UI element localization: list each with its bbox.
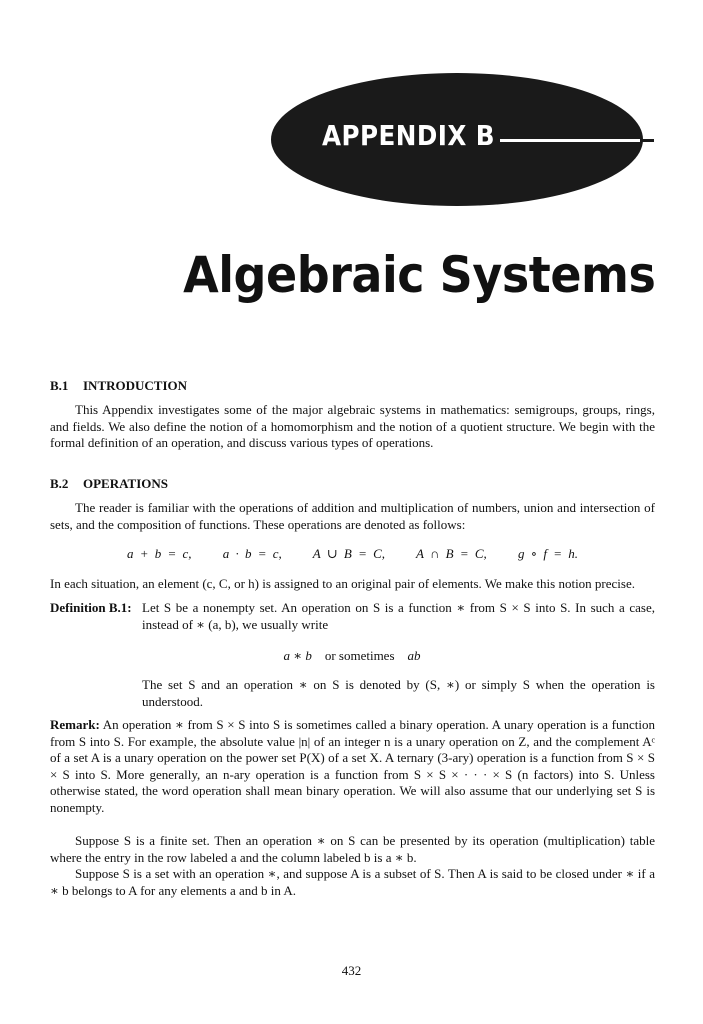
definition-body-2: The set S and an operation ∗ on S is denoted by (S, ∗) or simply S when the operation is understood. — [142, 677, 655, 709]
remark-text: An operation ∗ from S × S into S is sometimes called a binary operation. A unary operation is a function from S into S. For example, the absolute value |n| of an integer n is a unary operation on Z, and the complement Aᶜ of a set A is a unary operation on the power set P(X) of a set X. A ternary (3-ary) operation is a function from S × S × S into S. More generally, an n-ary operation is a function from S × S × · · · × S (n factors) into S. Unless otherwise stated, the word operation shall mean binary operation. We will also assume that our underlying set S is nonempty. — [50, 717, 655, 815]
equation-main: a ∗ b — [283, 648, 312, 663]
definition-body-1: Let S be a nonempty set. An operation on S is a function ∗ from S × S into S. In such a case, instead of ∗ (a, b), we usually write — [142, 600, 655, 632]
badge-rule — [500, 139, 653, 142]
section-heading-operations — [50, 476, 655, 493]
equation-alt: ab — [407, 648, 421, 663]
intro-paragraph: This Appendix investigates some of the major algebraic systems in mathematics: semigroups, groups, rings, and fields. We also define the notion of a homomorphism and the notion of a quotient structure. We begin with the formal definition of an operation, and discuss various types of operations. — [50, 402, 655, 451]
operations-summary: In each situation, an element (c, C, or h) is assigned to an original pair of elements. We make this notion precise. — [50, 576, 635, 591]
equation-connector: or sometimes — [324, 648, 395, 663]
section-title: OPERATIONS — [83, 476, 168, 491]
operations-equations: a + b = c, a · b = c, A ∪ B = C, A ∩ B = C, g ∘ f = h. — [126, 546, 579, 561]
finite-set-paragraph: Suppose S is a finite set. Then an operation ∗ on S can be presented by its operation (multiplication) table where the entry in the row labeled a and the column labeled b is a ∗ b. — [50, 833, 655, 865]
remark-label: Remark: — [50, 717, 100, 732]
appendix-label: APPENDIX B — [322, 119, 496, 152]
remark-paragraph — [50, 717, 655, 817]
section-number: B.2 — [50, 476, 69, 491]
operations-paragraph: The reader is familiar with the operations of addition and multiplication of numbers, union and intersection of sets, and the composition of functions. These operations are denoted as follows: — [50, 500, 655, 532]
section-heading-intro — [50, 378, 655, 395]
definition-label: Definition B.1: — [50, 600, 132, 615]
section-title: INTRODUCTION — [83, 378, 188, 393]
closed-under-paragraph: Suppose S is a set with an operation ∗, and suppose A is a subset of S. Then A is said to be closed under ∗ if a ∗ b belongs to A for any elements a and b in A. — [50, 866, 655, 898]
page-number: 432 — [341, 963, 362, 978]
badge-rule-tail — [640, 139, 654, 142]
definition-equation — [142, 648, 562, 664]
section-number: B.1 — [50, 378, 69, 393]
chapter-title: Algebraic Systems — [182, 246, 655, 304]
